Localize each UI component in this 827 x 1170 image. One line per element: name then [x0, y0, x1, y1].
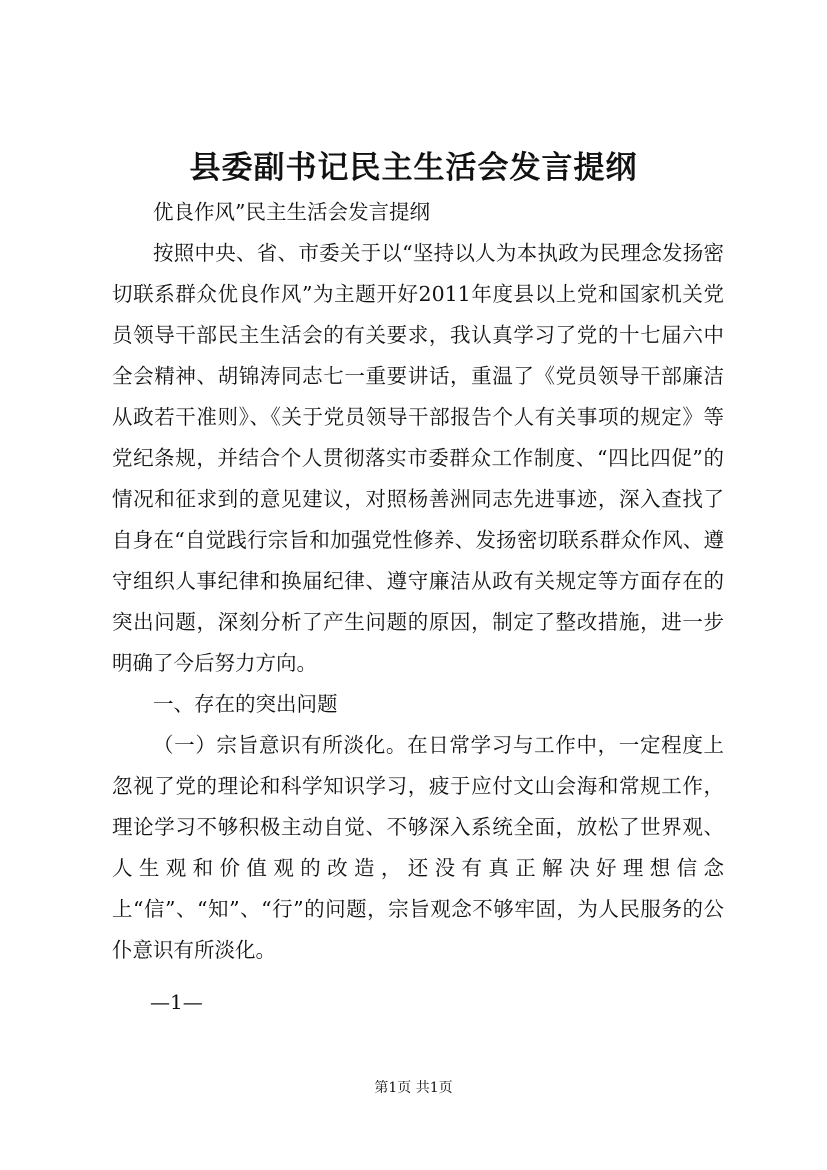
section-heading: 一、存在的突出问题 — [153, 692, 338, 716]
issue-paragraph: （一）宗旨意识有所淡化。在日常学习与工作中，一定程度上忽视了党的理论和科学知识学习，疲于应付文山会海和常规工作，理论学习不够积极主动自觉、不够深入系统全面，放松了世界观、人生观和价值观的改造，还没有真正解决好理想信念上“信”、“知”、“行”的问题，宗旨观念不够牢固，为人民服务的公仆意识有所淡化。 — [112, 733, 724, 962]
subtitle-paragraph: 优良作风”民主生活会发言提纲 — [153, 200, 430, 224]
document-body — [112, 192, 724, 971]
intro-paragraph: 按照中央、省、市委关于以“坚持以人为本执政为民理念发扬密切联系群众优良作风”为主题开好2011年度县以上党和国家机关党员领导干部民主生活会的有关要求，我认真学习了党的十七届六中全会精神、胡锦涛同志七一重要讲话，重温了《党员领导干部廉洁从政若干准则》、《关于党员领导干部报告个人有关事项的规定》等党纪条规，并结合个人贯彻落实市委群众工作制度、“四比四促”的情况和征求到的意见建议，对照杨善洲同志先进事迹，深入查找了自身在“自觉践行宗旨和加强党性修养、发扬密切联系群众作风、遵守组织人事纪律和换届纪律、遵守廉洁从政有关规定等方面存在的突出问题，深刻分析了产生问题的原因，制定了整改措施，进一步明确了今后努力方向。 — [112, 241, 724, 675]
page-number-mark: —1— — [150, 990, 203, 1014]
page-footer: 第1页 共1页 — [374, 1080, 453, 1096]
document-title: 县委副书记民主生活会发言提纲 — [189, 150, 638, 186]
